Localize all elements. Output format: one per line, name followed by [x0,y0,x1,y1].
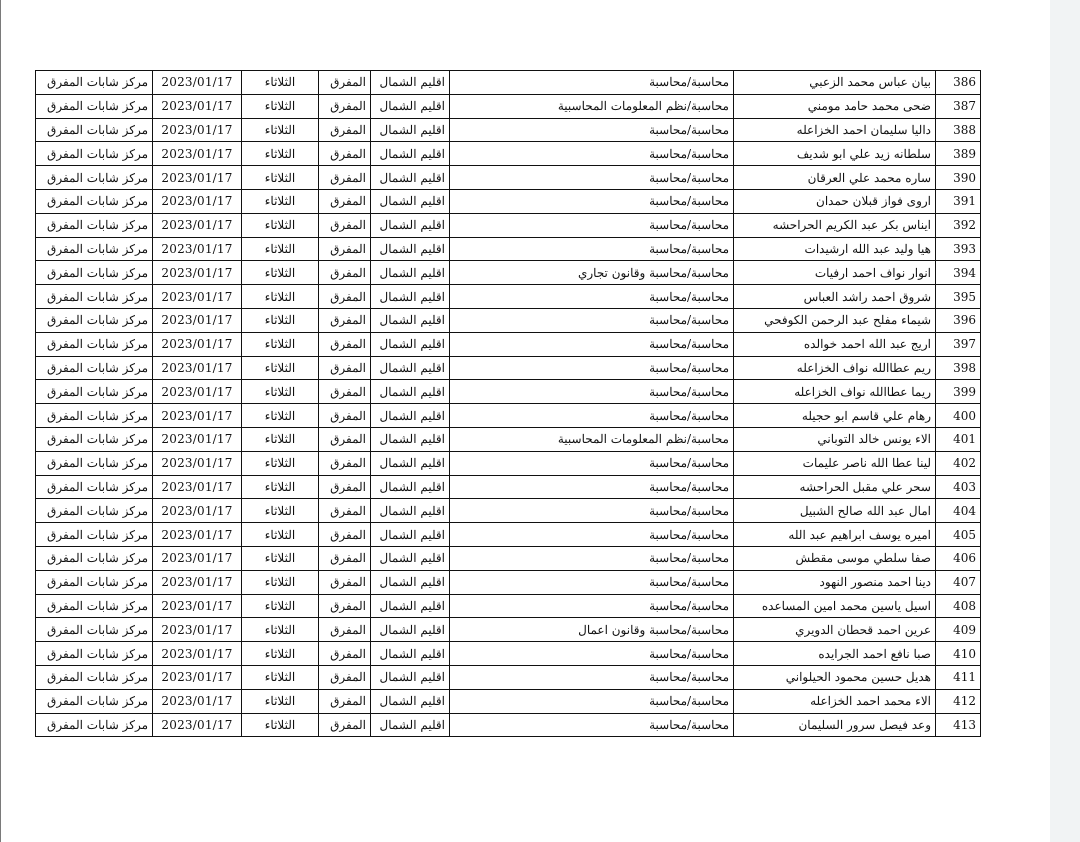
candidate-name-cell: انوار نواف احمد ارفيات [734,261,936,285]
row-number-cell: 389 [936,142,981,166]
row-number-cell: 410 [936,642,981,666]
row-number-cell: 388 [936,118,981,142]
specialization-cell: محاسبة/محاسبة [450,308,734,332]
governorate-cell: المفرق [319,689,371,713]
exam-date-cell: 2023/01/17 [153,642,242,666]
row-number-cell: 396 [936,308,981,332]
governorate-cell: المفرق [319,380,371,404]
region-cell: اقليم الشمال [371,427,450,451]
exam-center-cell: مركز شابات المفرق [36,380,153,404]
exam-day-cell: الثلاثاء [242,308,319,332]
region-cell: اقليم الشمال [371,499,450,523]
exam-date-cell: 2023/01/17 [153,689,242,713]
candidate-name-cell: الاء محمد احمد الخزاعله [734,689,936,713]
exam-day-cell: الثلاثاء [242,261,319,285]
table-row [36,499,981,523]
exam-date-cell: 2023/01/17 [153,499,242,523]
region-cell: اقليم الشمال [371,142,450,166]
row-number-cell: 393 [936,237,981,261]
exam-date-cell: 2023/01/17 [153,404,242,428]
region-cell: اقليم الشمال [371,189,450,213]
governorate-cell: المفرق [319,499,371,523]
row-number-cell: 391 [936,189,981,213]
table-row [36,618,981,642]
table-row [36,213,981,237]
row-number-cell: 405 [936,523,981,547]
candidate-name-cell: صفا سلطي موسى مقطش [734,546,936,570]
specialization-cell: محاسبة/محاسبة [450,332,734,356]
exam-date-cell: 2023/01/17 [153,427,242,451]
row-number-cell: 404 [936,499,981,523]
specialization-cell: محاسبة/محاسبة وقانون اعمال [450,618,734,642]
exam-day-cell: الثلاثاء [242,451,319,475]
exam-center-cell: مركز شابات المفرق [36,594,153,618]
exam-day-cell: الثلاثاء [242,713,319,737]
row-number-cell: 395 [936,285,981,309]
governorate-cell: المفرق [319,261,371,285]
specialization-cell: محاسبة/محاسبة [450,189,734,213]
candidates-table [35,70,981,737]
governorate-cell: المفرق [319,166,371,190]
specialization-cell: محاسبة/محاسبة [450,166,734,190]
row-number-cell: 408 [936,594,981,618]
exam-center-cell: مركز شابات المفرق [36,499,153,523]
table-row [36,523,981,547]
exam-day-cell: الثلاثاء [242,665,319,689]
governorate-cell: المفرق [319,94,371,118]
exam-center-cell: مركز شابات المفرق [36,332,153,356]
governorate-cell: المفرق [319,356,371,380]
exam-day-cell: الثلاثاء [242,189,319,213]
region-cell: اقليم الشمال [371,380,450,404]
exam-day-cell: الثلاثاء [242,689,319,713]
region-cell: اقليم الشمال [371,523,450,547]
exam-date-cell: 2023/01/17 [153,189,242,213]
row-number-cell: 390 [936,166,981,190]
row-number-cell: 413 [936,713,981,737]
row-number-cell: 411 [936,665,981,689]
governorate-cell: المفرق [319,404,371,428]
exam-day-cell: الثلاثاء [242,166,319,190]
specialization-cell: محاسبة/نظم المعلومات المحاسبية [450,427,734,451]
governorate-cell: المفرق [319,523,371,547]
exam-center-cell: مركز شابات المفرق [36,523,153,547]
candidate-name-cell: الاء يونس خالد التوباني [734,427,936,451]
specialization-cell: محاسبة/محاسبة [450,213,734,237]
region-cell: اقليم الشمال [371,94,450,118]
exam-day-cell: الثلاثاء [242,523,319,547]
exam-date-cell: 2023/01/17 [153,94,242,118]
exam-center-cell: مركز شابات المفرق [36,261,153,285]
exam-date-cell: 2023/01/17 [153,618,242,642]
region-cell: اقليم الشمال [371,285,450,309]
table-row [36,713,981,737]
exam-center-cell: مركز شابات المفرق [36,285,153,309]
exam-date-cell: 2023/01/17 [153,261,242,285]
specialization-cell: محاسبة/محاسبة [450,118,734,142]
specialization-cell: محاسبة/محاسبة [450,642,734,666]
exam-date-cell: 2023/01/17 [153,285,242,309]
governorate-cell: المفرق [319,332,371,356]
governorate-cell: المفرق [319,594,371,618]
region-cell: اقليم الشمال [371,570,450,594]
exam-day-cell: الثلاثاء [242,427,319,451]
region-cell: اقليم الشمال [371,118,450,142]
region-cell: اقليم الشمال [371,665,450,689]
exam-center-cell: مركز شابات المفرق [36,356,153,380]
specialization-cell: محاسبة/محاسبة [450,451,734,475]
exam-center-cell: مركز شابات المفرق [36,189,153,213]
table-row [36,570,981,594]
region-cell: اقليم الشمال [371,213,450,237]
candidate-name-cell: اسيل ياسين محمد امين المساعده [734,594,936,618]
row-number-cell: 412 [936,689,981,713]
row-number-cell: 406 [936,546,981,570]
exam-center-cell: مركز شابات المفرق [36,237,153,261]
table-row [36,285,981,309]
exam-date-cell: 2023/01/17 [153,71,242,95]
candidate-name-cell: سلطانه زيد علي ابو شديف [734,142,936,166]
governorate-cell: المفرق [319,213,371,237]
candidate-name-cell: لينا عطا الله ناصر عليمات [734,451,936,475]
row-number-cell: 392 [936,213,981,237]
specialization-cell: محاسبة/محاسبة [450,665,734,689]
governorate-cell: المفرق [319,118,371,142]
specialization-cell: محاسبة/محاسبة [450,499,734,523]
exam-date-cell: 2023/01/17 [153,594,242,618]
region-cell: اقليم الشمال [371,618,450,642]
exam-center-cell: مركز شابات المفرق [36,118,153,142]
exam-day-cell: الثلاثاء [242,594,319,618]
row-number-cell: 387 [936,94,981,118]
region-cell: اقليم الشمال [371,71,450,95]
table-row [36,308,981,332]
specialization-cell: محاسبة/نظم المعلومات المحاسبية [450,94,734,118]
table-row [36,237,981,261]
exam-date-cell: 2023/01/17 [153,546,242,570]
candidate-name-cell: ريما عطاالله نواف الخزاعله [734,380,936,404]
row-number-cell: 386 [936,71,981,95]
specialization-cell: محاسبة/محاسبة [450,285,734,309]
exam-day-cell: الثلاثاء [242,332,319,356]
exam-center-cell: مركز شابات المفرق [36,404,153,428]
row-number-cell: 403 [936,475,981,499]
exam-date-cell: 2023/01/17 [153,308,242,332]
row-number-cell: 402 [936,451,981,475]
exam-day-cell: الثلاثاء [242,475,319,499]
exam-date-cell: 2023/01/17 [153,213,242,237]
region-cell: اقليم الشمال [371,166,450,190]
exam-center-cell: مركز شابات المفرق [36,642,153,666]
exam-center-cell: مركز شابات المفرق [36,94,153,118]
specialization-cell: محاسبة/محاسبة [450,523,734,547]
exam-day-cell: الثلاثاء [242,546,319,570]
candidate-name-cell: ساره محمد علي العرقان [734,166,936,190]
exam-date-cell: 2023/01/17 [153,665,242,689]
specialization-cell: محاسبة/محاسبة [450,356,734,380]
candidate-name-cell: امال عبد الله صالح الشبيل [734,499,936,523]
exam-day-cell: الثلاثاء [242,94,319,118]
candidate-name-cell: عرين احمد قحطان الدويري [734,618,936,642]
exam-day-cell: الثلاثاء [242,213,319,237]
governorate-cell: المفرق [319,189,371,213]
exam-day-cell: الثلاثاء [242,642,319,666]
row-number-cell: 409 [936,618,981,642]
row-number-cell: 401 [936,427,981,451]
table-row [36,451,981,475]
candidate-name-cell: ضحى محمد حامد مومني [734,94,936,118]
table-row [36,404,981,428]
exam-date-cell: 2023/01/17 [153,380,242,404]
candidate-name-cell: اروى فواز قبلان حمدان [734,189,936,213]
specialization-cell: محاسبة/محاسبة [450,713,734,737]
governorate-cell: المفرق [319,618,371,642]
page-left-edge [0,0,1,842]
exam-center-cell: مركز شابات المفرق [36,166,153,190]
candidate-name-cell: رهام علي قاسم ابو حجيله [734,404,936,428]
governorate-cell: المفرق [319,308,371,332]
governorate-cell: المفرق [319,546,371,570]
exam-day-cell: الثلاثاء [242,142,319,166]
exam-center-cell: مركز شابات المفرق [36,451,153,475]
candidate-name-cell: شروق احمد راشد العباس [734,285,936,309]
candidate-name-cell: بيان عباس محمد الزعبي [734,71,936,95]
table-row [36,546,981,570]
table-row [36,261,981,285]
candidate-name-cell: صبا نافع احمد الجرايده [734,642,936,666]
region-cell: اقليم الشمال [371,237,450,261]
table-row [36,71,981,95]
exam-day-cell: الثلاثاء [242,570,319,594]
row-number-cell: 407 [936,570,981,594]
specialization-cell: محاسبة/محاسبة [450,594,734,618]
viewer-right-gutter [1050,0,1080,842]
specialization-cell: محاسبة/محاسبة [450,142,734,166]
candidate-name-cell: ايناس بكر عبد الكريم الحراحشه [734,213,936,237]
table-row [36,332,981,356]
specialization-cell: محاسبة/محاسبة [450,237,734,261]
exam-date-cell: 2023/01/17 [153,332,242,356]
exam-center-cell: مركز شابات المفرق [36,713,153,737]
row-number-cell: 397 [936,332,981,356]
exam-center-cell: مركز شابات المفرق [36,427,153,451]
exam-date-cell: 2023/01/17 [153,356,242,380]
exam-date-cell: 2023/01/17 [153,570,242,594]
candidate-name-cell: وعد فيصل سرور السليمان [734,713,936,737]
governorate-cell: المفرق [319,71,371,95]
candidate-name-cell: شيماء مفلح عبد الرحمن الكوفحي [734,308,936,332]
row-number-cell: 400 [936,404,981,428]
region-cell: اقليم الشمال [371,594,450,618]
candidate-name-cell: هيا وليد عبد الله ارشيدات [734,237,936,261]
table-row [36,642,981,666]
governorate-cell: المفرق [319,665,371,689]
region-cell: اقليم الشمال [371,689,450,713]
region-cell: اقليم الشمال [371,404,450,428]
table-row [36,594,981,618]
exam-day-cell: الثلاثاء [242,356,319,380]
table-row [36,380,981,404]
table-row [36,475,981,499]
exam-center-cell: مركز شابات المفرق [36,689,153,713]
candidate-name-cell: دينا احمد منصور النهود [734,570,936,594]
exam-day-cell: الثلاثاء [242,618,319,642]
exam-center-cell: مركز شابات المفرق [36,570,153,594]
exam-day-cell: الثلاثاء [242,499,319,523]
specialization-cell: محاسبة/محاسبة [450,71,734,95]
table-row [36,689,981,713]
specialization-cell: محاسبة/محاسبة وقانون تجاري [450,261,734,285]
specialization-cell: محاسبة/محاسبة [450,404,734,428]
governorate-cell: المفرق [319,427,371,451]
governorate-cell: المفرق [319,451,371,475]
region-cell: اقليم الشمال [371,261,450,285]
specialization-cell: محاسبة/محاسبة [450,380,734,404]
exam-date-cell: 2023/01/17 [153,451,242,475]
governorate-cell: المفرق [319,713,371,737]
table-row [36,427,981,451]
exam-center-cell: مركز شابات المفرق [36,665,153,689]
exam-date-cell: 2023/01/17 [153,142,242,166]
region-cell: اقليم الشمال [371,451,450,475]
specialization-cell: محاسبة/محاسبة [450,570,734,594]
table-row [36,166,981,190]
region-cell: اقليم الشمال [371,546,450,570]
table-row [36,189,981,213]
region-cell: اقليم الشمال [371,642,450,666]
table-row [36,94,981,118]
region-cell: اقليم الشمال [371,475,450,499]
governorate-cell: المفرق [319,642,371,666]
exam-day-cell: الثلاثاء [242,404,319,428]
table-row [36,665,981,689]
governorate-cell: المفرق [319,570,371,594]
table-row [36,356,981,380]
exam-center-cell: مركز شابات المفرق [36,142,153,166]
governorate-cell: المفرق [319,237,371,261]
region-cell: اقليم الشمال [371,713,450,737]
governorate-cell: المفرق [319,285,371,309]
exam-center-cell: مركز شابات المفرق [36,308,153,332]
exam-date-cell: 2023/01/17 [153,713,242,737]
candidates-table-body [36,71,981,737]
row-number-cell: 399 [936,380,981,404]
exam-date-cell: 2023/01/17 [153,166,242,190]
candidate-name-cell: داليا سليمان احمد الخزاعله [734,118,936,142]
region-cell: اقليم الشمال [371,356,450,380]
table-row [36,142,981,166]
exam-day-cell: الثلاثاء [242,71,319,95]
exam-date-cell: 2023/01/17 [153,118,242,142]
row-number-cell: 394 [936,261,981,285]
candidate-name-cell: اريج عبد الله احمد خوالده [734,332,936,356]
region-cell: اقليم الشمال [371,308,450,332]
region-cell: اقليم الشمال [371,332,450,356]
row-number-cell: 398 [936,356,981,380]
exam-center-cell: مركز شابات المفرق [36,475,153,499]
exam-center-cell: مركز شابات المفرق [36,618,153,642]
exam-date-cell: 2023/01/17 [153,237,242,261]
exam-day-cell: الثلاثاء [242,285,319,309]
specialization-cell: محاسبة/محاسبة [450,689,734,713]
exam-center-cell: مركز شابات المفرق [36,71,153,95]
exam-date-cell: 2023/01/17 [153,475,242,499]
exam-center-cell: مركز شابات المفرق [36,546,153,570]
exam-date-cell: 2023/01/17 [153,523,242,547]
candidate-name-cell: اميره يوسف ابراهيم عبد الله [734,523,936,547]
specialization-cell: محاسبة/محاسبة [450,546,734,570]
exam-day-cell: الثلاثاء [242,118,319,142]
exam-center-cell: مركز شابات المفرق [36,213,153,237]
exam-day-cell: الثلاثاء [242,380,319,404]
candidate-name-cell: ريم عطاالله نواف الخزاعله [734,356,936,380]
governorate-cell: المفرق [319,475,371,499]
table-row [36,118,981,142]
candidate-name-cell: هديل حسين محمود الحيلواني [734,665,936,689]
specialization-cell: محاسبة/محاسبة [450,475,734,499]
exam-day-cell: الثلاثاء [242,237,319,261]
candidate-name-cell: سحر علي مقبل الحراحشه [734,475,936,499]
governorate-cell: المفرق [319,142,371,166]
